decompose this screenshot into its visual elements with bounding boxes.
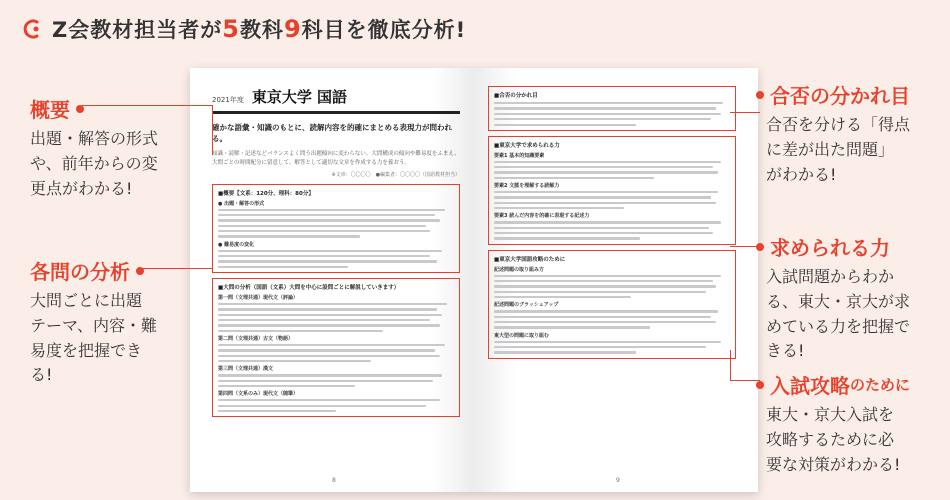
callout-analysis	[30, 256, 157, 388]
body-text	[218, 209, 454, 238]
strategy-subhead: 記述問題のブラッシュアップ	[494, 302, 559, 309]
body-text	[494, 275, 730, 299]
dot-icon	[76, 105, 84, 113]
dot-icon	[756, 381, 764, 389]
skills-subhead: 要素2 文脈を理解する読解力	[494, 183, 560, 189]
dot-icon	[756, 91, 764, 99]
callout-description: 入試問題からわか る、東大・京大が求 めている力を把握で きる!	[766, 267, 911, 361]
overview-box	[212, 184, 460, 273]
overview-subhead: ● 難易度の変化	[218, 241, 255, 248]
dot-icon	[136, 267, 144, 275]
question-heading: 第三問（文理共通）漢文	[218, 366, 274, 373]
callout-description: 合否を分ける「得点 に差が出た問題」 がわかる!	[766, 115, 911, 184]
overview-subhead: ● 出題・解答の形式	[218, 200, 265, 207]
left-page	[190, 68, 474, 492]
callout-description: 東大・京大入試を 攻略するために必 要な対策がわかる!	[766, 405, 901, 474]
z-logo-icon	[22, 18, 44, 40]
body-text	[218, 399, 454, 412]
body-text	[218, 344, 454, 362]
page-subtitle: 確かな語彙・知識のもとに、読解内容を的確にまとめる表現力が問われる。	[212, 123, 452, 143]
strategy-box	[488, 250, 736, 359]
callout-overview	[30, 94, 158, 201]
body-text	[218, 374, 454, 387]
body-text	[494, 102, 730, 126]
dot-icon	[756, 243, 764, 251]
year-label: 2021年度	[212, 96, 244, 104]
callout-description: 大問ごとに出題 テーマ、内容・難 易度を把握でき る!	[30, 291, 158, 385]
pass-fail-box	[488, 86, 736, 131]
skills-subhead: 要素1 基本的知識要素	[494, 152, 545, 159]
body-text	[494, 341, 730, 354]
question-heading: 第四問（文系のみ）現代文（随筆）	[218, 391, 299, 398]
right-page	[474, 68, 758, 492]
callout-pass-fail	[756, 80, 910, 187]
analysis-box	[212, 278, 460, 417]
callout-title: 求められる力	[770, 236, 890, 260]
question-heading: 第二問（文理共通）古文（物語）	[218, 336, 294, 343]
skills-box-title: ■東京大学で求められる力	[494, 142, 560, 149]
page-intro: 知識・読解・記述などバランスよく問う出題傾向に変わらない。大問構成の傾向や難易度をふまえ、大問ごとの時間配分に留意して、解答として適切な文章を作成する力を養おう。	[212, 151, 460, 166]
skills-box	[488, 136, 736, 245]
callout-strategy	[756, 370, 910, 477]
page-number: 9	[616, 477, 620, 484]
book-spread	[190, 68, 758, 492]
callout-title: 合否の分かれ目	[770, 84, 910, 108]
headline	[22, 14, 466, 44]
body-text	[218, 250, 454, 268]
page-header	[212, 86, 460, 114]
callout-title-suffix: のために	[850, 376, 911, 394]
callout-skills	[756, 232, 910, 364]
page-title: 東京大学 国語	[251, 88, 348, 106]
body-text	[494, 191, 730, 209]
strategy-subhead: 東大型の問題に取り組む	[494, 332, 550, 339]
body-text	[494, 310, 730, 328]
overview-box-title: ■概要【文系：120分、理科：80分】	[218, 190, 314, 197]
callout-description: 出題・解答の形式 や、前年からの変 更点がわかる!	[30, 129, 159, 198]
connector-line	[212, 105, 213, 155]
pass-fail-box-title: ■合否の分かれ目	[494, 93, 538, 99]
connector-line	[730, 350, 731, 380]
body-text	[494, 161, 730, 179]
callout-title: 各問の分析	[30, 260, 130, 284]
strategy-subhead: 記述問題の取り組み方	[494, 266, 545, 273]
callout-title: 入試攻略	[770, 374, 850, 398]
body-text	[494, 221, 730, 239]
headline-text: Z会教材担当者が5教科9科目を徹底分析!	[52, 15, 467, 43]
question-heading: 第一問（文理共通）現代文（評論）	[218, 294, 299, 301]
page-credit: ※文章：〇〇〇〇 ●編集者：〇〇〇〇（国語教材担当）	[331, 171, 460, 178]
strategy-box-title: ■東京大学国語攻略のために	[494, 256, 566, 263]
body-text	[218, 303, 454, 332]
callout-title: 概要	[30, 98, 70, 122]
skills-subhead: 要素3 読んだ内容を的確に表現する記述力	[494, 213, 590, 220]
analysis-box-title: ■大問の分析（国語（文系）大問を中心に設問ごとに解説していきます）	[218, 284, 400, 291]
page-number: 8	[332, 477, 336, 484]
